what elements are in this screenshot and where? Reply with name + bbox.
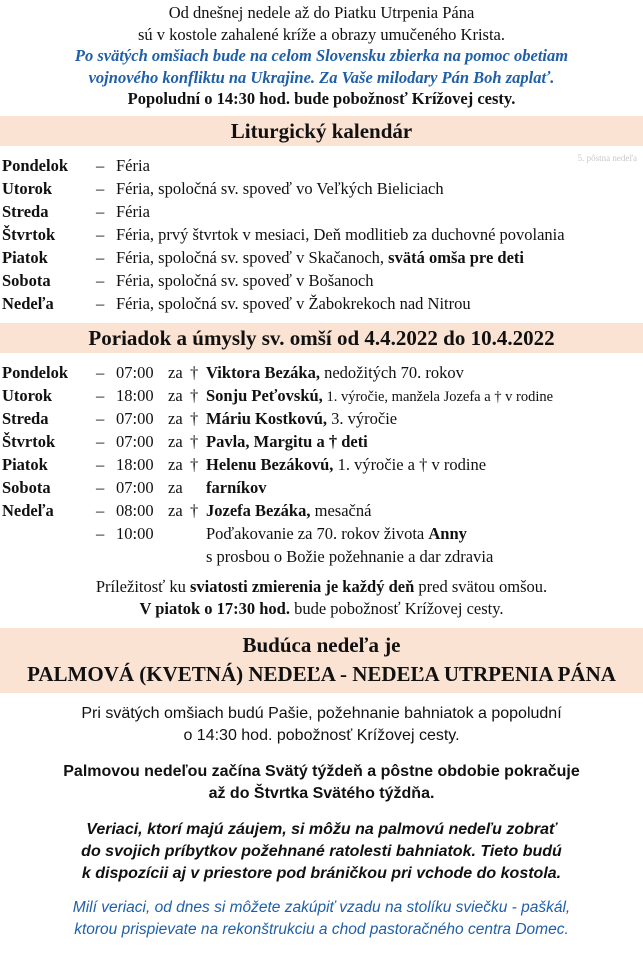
mass-dash: – <box>96 362 105 382</box>
friday-stations-time: V piatok o 17:30 hod. <box>139 598 290 618</box>
collection-notice-line-2: vojnového konfliktu na Ukrajine. Za Vaše milodary Pán Boh zaplať. <box>88 67 555 87</box>
intro-section <box>0 0 643 110</box>
mass-cross: † <box>190 408 199 428</box>
calendar-text-normal: Féria, prvý štvrtok v mesiaci, Deň modlitieb za duchovné povolania <box>116 224 565 244</box>
mass-dash: – <box>96 385 105 405</box>
mass-intention-text: s prosbou o Božie požehnanie a dar zdravia <box>206 546 494 566</box>
mass-dash: – <box>96 431 105 451</box>
mass-intention <box>206 499 643 522</box>
intro-line-1: Od dnešnej nedele až do Piatku Utrpenia Pána <box>168 3 475 22</box>
calendar-heading <box>0 116 643 163</box>
mass-intention <box>206 430 643 453</box>
mass-intention <box>206 545 643 568</box>
mass-row <box>0 522 643 545</box>
calendar-text <box>116 154 643 177</box>
calendar-dash: – <box>96 293 105 313</box>
passion-paragraph <box>0 703 643 747</box>
candle-line-1: Milí veriaci, od dnes si môžete zakúpiť vzadu na stolíku sviečku - paškál, <box>72 898 571 916</box>
mass-intention-name: Jozefa Bezáka, <box>206 500 311 520</box>
calendar-dash: – <box>96 155 105 175</box>
mass-za: za <box>168 408 183 428</box>
mass-day: Pondelok <box>2 362 69 382</box>
mass-day: Piatok <box>2 454 48 474</box>
calendar-row <box>0 200 643 223</box>
calendar-dash: – <box>96 224 105 244</box>
next-sunday-title-2: PALMOVÁ (KVETNÁ) NEDEĽA - NEDEĽA UTRPENIA PÁNA <box>27 661 616 686</box>
mass-intention-name: Máriu Kostkovú, <box>206 408 328 428</box>
calendar-text-normal: Féria, spoločná sv. spoveď v Bošanoch <box>116 270 374 290</box>
mass-row <box>0 361 643 384</box>
passion-line-1: Pri svätých omšiach budú Pašie, požehnanie bahniatok a popoludní <box>81 704 562 722</box>
mass-cross: † <box>190 385 199 405</box>
mass-row <box>0 453 643 476</box>
mass-row <box>0 499 643 522</box>
mass-dash: – <box>96 477 105 497</box>
mass-cross: † <box>190 500 199 520</box>
mass-row <box>0 384 643 407</box>
mass-intention-text: nedožitých 70. rokov <box>319 362 464 382</box>
mass-cross <box>190 545 206 568</box>
mass-intention <box>206 384 643 407</box>
confession-info <box>0 576 643 620</box>
mass-dash <box>96 545 116 568</box>
calendar-row <box>0 223 643 246</box>
mass-intention <box>206 522 643 545</box>
mass-time: 07:00 <box>116 362 154 382</box>
calendar-text <box>116 200 643 223</box>
calendar-day: Nedeľa <box>2 293 54 313</box>
mass-day: Sobota <box>2 477 51 497</box>
mass-dash: – <box>96 500 105 520</box>
friday-stations-text: bude pobožnosť Krížovej cesty. <box>289 598 504 618</box>
candle-line-2: ktorou prispievate na rekonštrukciu a chod pastoračného centra Domec. <box>74 920 569 938</box>
holy-week-line-2: až do Štvrtka Svätého týždňa. <box>208 784 435 802</box>
mass-time: 07:00 <box>116 408 154 428</box>
mass-cross <box>190 476 206 499</box>
calendar-text-normal: Féria <box>116 155 150 175</box>
mass-row <box>0 476 643 499</box>
calendar-day: Streda <box>2 201 49 221</box>
calendar-text-normal: Féria, spoločná sv. spoveď vo Veľkých Bieliciach <box>116 178 444 198</box>
mass-cross: † <box>190 431 199 451</box>
mass-day: Štvrtok <box>2 431 56 451</box>
mass-row <box>0 545 643 568</box>
calendar-text <box>116 246 643 269</box>
calendar-text <box>116 177 643 200</box>
masses-table <box>0 361 643 568</box>
mass-intention <box>206 407 643 430</box>
mass-za <box>168 545 190 568</box>
calendar-text-normal: Féria <box>116 201 150 221</box>
mass-row <box>0 407 643 430</box>
mass-row <box>0 430 643 453</box>
friday-stations-line <box>0 598 643 620</box>
mass-day: Utorok <box>2 385 53 405</box>
mass-day <box>0 545 96 568</box>
willow-line-1: Veriaci, ktorí majú záujem, si môžu na palmovú nedeľu zobrať <box>86 820 557 838</box>
mass-intention <box>206 476 643 499</box>
calendar-text-bold: svätá omša pre deti <box>388 247 524 267</box>
mass-za: za <box>168 454 183 474</box>
confession-text-b: sviatosti zmierenia je každý deň <box>189 576 415 596</box>
mass-intention-text: mesačná <box>310 500 372 520</box>
calendar-table <box>0 154 643 315</box>
mass-intention-name: Sonju Peťovskú, <box>206 385 323 405</box>
mass-time: 07:00 <box>116 477 154 497</box>
mass-intention-name-2: Anny <box>428 523 467 543</box>
next-sunday-heading <box>0 628 643 693</box>
calendar-row <box>0 154 643 177</box>
holy-week-paragraph <box>0 761 643 805</box>
calendar-row <box>0 177 643 200</box>
mass-za: za <box>168 431 183 451</box>
mass-dash: – <box>96 523 105 543</box>
collection-notice-line-1: Po svätých omšiach bude na celom Slovensku zbierka na pomoc obetiam <box>74 46 569 65</box>
intro-line-2: sú v kostole zahalené kríže a obrazy umučeného Krista. <box>138 24 505 44</box>
calendar-title: Liturgický kalendár <box>230 118 413 143</box>
mass-za: za <box>168 500 183 520</box>
candle-paragraph <box>0 897 643 941</box>
calendar-text <box>116 292 643 315</box>
willow-paragraph <box>0 819 643 885</box>
calendar-dash: – <box>96 247 105 267</box>
masses-heading: Poriadok a úmysly sv. omší od 4.4.2022 do 10.4.2022 <box>0 323 643 353</box>
calendar-text <box>116 269 643 292</box>
mass-intention-name: farníkov <box>206 477 267 497</box>
mass-day: Streda <box>2 408 49 428</box>
mass-time: 08:00 <box>116 500 154 520</box>
mass-time <box>116 545 168 568</box>
mass-intention-name: Pavla, Margitu a † deti <box>206 431 368 451</box>
willow-line-3: k dispozícii aj v priestore pod bráničkou pri vchode do kostola. <box>81 864 562 882</box>
confession-text-a: Príležitosť ku <box>95 576 190 596</box>
calendar-day: Pondelok <box>2 155 69 175</box>
calendar-row <box>0 246 643 269</box>
passion-line-2: o 14:30 hod. pobožnosť Krížovej cesty. <box>183 726 460 744</box>
mass-intention <box>206 453 643 476</box>
calendar-text-normal: Féria, spoločná sv. spoveď v Skačanoch, <box>116 247 389 267</box>
willow-line-2: do svojich príbytkov požehnané ratolesti bahniatok. Tieto budú <box>81 842 562 860</box>
stations-notice: Popoludní o 14:30 hod. bude pobožnosť Krížovej cesty. <box>127 89 516 108</box>
mass-za: za <box>168 362 183 382</box>
mass-time: 18:00 <box>116 385 154 405</box>
mass-za: za <box>168 477 183 497</box>
calendar-row <box>0 292 643 315</box>
mass-day: Nedeľa <box>2 500 54 520</box>
mass-intention-small: 1. výročie, manžela Jozefa a † v rodine <box>322 388 554 405</box>
calendar-day: Piatok <box>2 247 48 267</box>
calendar-text-normal: Féria, spoločná sv. spoveď v Žabokrekoch nad Nitrou <box>116 293 471 313</box>
mass-day <box>0 522 96 545</box>
calendar-day: Štvrtok <box>2 224 56 244</box>
next-sunday-title-1: Budúca nedeľa je <box>242 632 401 657</box>
mass-time: 07:00 <box>116 431 154 451</box>
calendar-dash: – <box>96 178 105 198</box>
calendar-dash: – <box>96 270 105 290</box>
confession-line <box>0 576 643 598</box>
mass-za: za <box>168 385 183 405</box>
mass-cross <box>190 522 206 545</box>
mass-intention-text: 3. výročie <box>327 408 398 428</box>
mass-cross: † <box>190 362 199 382</box>
mass-intention-text: Poďakovanie za 70. rokov života <box>206 523 429 543</box>
mass-za <box>168 522 190 545</box>
calendar-watermark: 5. pôstna nedeľa <box>577 152 637 163</box>
confession-text-c: pred svätou omšou. <box>414 576 548 596</box>
mass-intention <box>206 361 643 384</box>
calendar-row <box>0 269 643 292</box>
calendar-text <box>116 223 643 246</box>
calendar-dash: – <box>96 201 105 221</box>
mass-cross: † <box>190 454 199 474</box>
mass-dash: – <box>96 408 105 428</box>
calendar-day: Utorok <box>2 178 53 198</box>
mass-intention-name: Helenu Bezákovú, <box>206 454 334 474</box>
mass-intention-text: 1. výročie a † v rodine <box>333 454 487 474</box>
mass-time: 18:00 <box>116 454 154 474</box>
calendar-day: Sobota <box>2 270 51 290</box>
mass-time: 10:00 <box>116 523 154 543</box>
mass-intention-name: Viktora Bezáka, <box>206 362 320 382</box>
holy-week-line-1: Palmovou nedeľou začína Svätý týždeň a pôstne obdobie pokračuje <box>63 762 580 780</box>
mass-dash: – <box>96 454 105 474</box>
